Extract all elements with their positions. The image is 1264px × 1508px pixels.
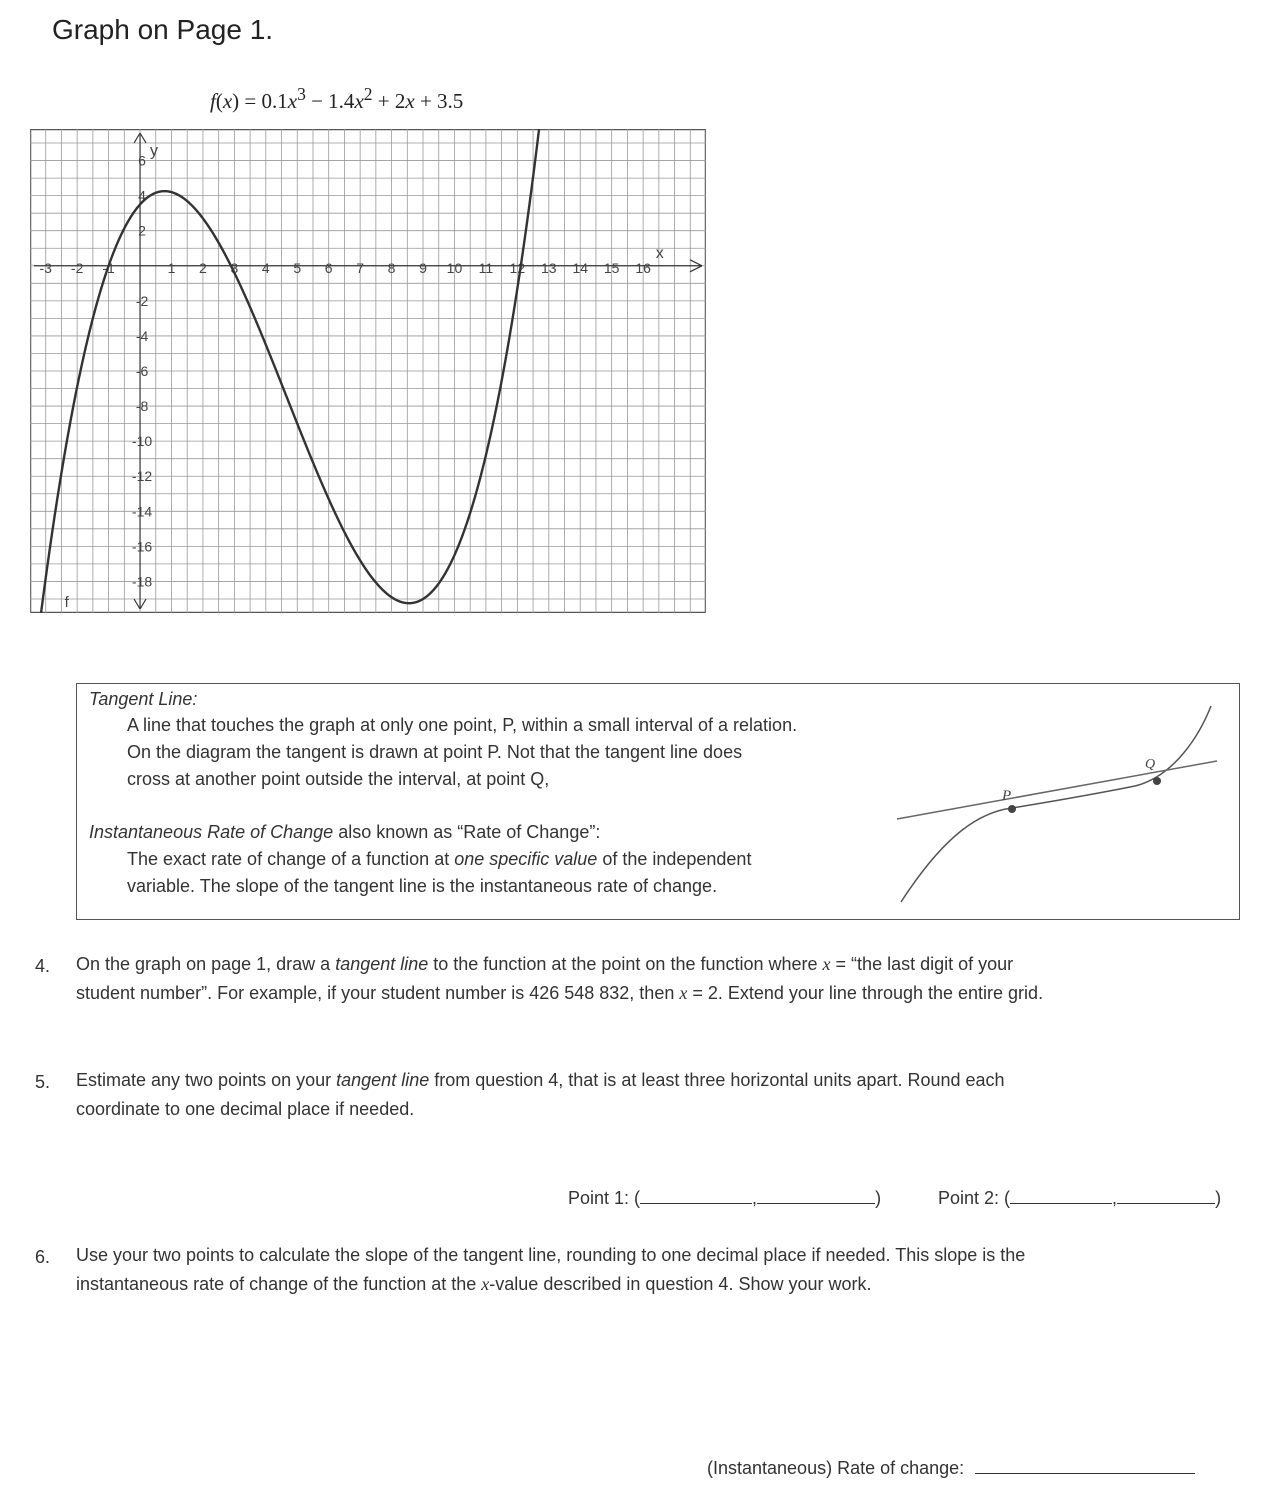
x-tick-label: 5	[293, 259, 302, 276]
close-paren: )	[1215, 1188, 1222, 1208]
y-tick-label: 2	[138, 222, 146, 239]
x-tick-label: -3	[39, 259, 52, 276]
function-graph[interactable]	[30, 129, 706, 613]
fn-part: + 2	[372, 89, 406, 113]
y-tick-label: -8	[135, 398, 149, 415]
x-tick-label: 4	[261, 259, 270, 276]
y-tick-label: -10	[131, 433, 153, 450]
page-heading: Graph on Page 1.	[52, 14, 274, 45]
label-p: P	[1002, 788, 1012, 804]
point-q-marker	[1153, 777, 1161, 785]
x-tick-label: 2	[199, 259, 207, 276]
fn-var: x	[222, 89, 233, 113]
point2-answer[interactable]	[938, 1188, 1221, 1209]
y-tick-label: -14	[131, 503, 153, 520]
x-tick-label: 10	[446, 259, 463, 276]
x-tick-label: -2	[70, 259, 84, 276]
x-tick-label: 6	[324, 259, 333, 276]
tangent-diagram	[895, 694, 1225, 909]
tangent-def-line1: A line that touches the graph at only one point, P, within a small interval of a relation.	[127, 715, 798, 735]
rate-label: (Instantaneous) Rate of change:	[707, 1458, 965, 1478]
irc-def-line1: The exact rate of change of a function at one specific value of the independent	[127, 849, 752, 869]
x-tick-label: 12	[509, 259, 526, 276]
y-tick-label: -12	[131, 468, 153, 485]
y-tick-label: 6	[138, 152, 146, 169]
fn-var: x	[287, 89, 298, 113]
fn-exp: 2	[363, 84, 373, 104]
label-q: Q	[1145, 757, 1156, 772]
question-4: On the graph on page 1, draw a tangent line to the function at the point on the function where x = “the last digit of your student number”. For example, if your student number is 426 548 832, then x = 2. Extend your line through the entire grid.	[76, 954, 1044, 1003]
point1-answer[interactable]	[568, 1188, 881, 1209]
point2-label: Point 2: (	[938, 1188, 1011, 1208]
y-tick-label: -6	[135, 363, 149, 379]
fn-var: x	[354, 89, 364, 113]
comma: ,	[752, 1188, 758, 1208]
comma: ,	[1112, 1188, 1118, 1208]
y-tick-label: -4	[135, 327, 149, 344]
close-paren: )	[875, 1188, 882, 1208]
x-tick-label: 14	[572, 259, 589, 276]
x-tick-label: 3	[230, 259, 239, 276]
irc-def-line2: variable. The slope of the tangent line is the instantaneous rate of change.	[127, 876, 718, 896]
fn-part: − 1.4	[305, 89, 355, 113]
fn-part: = 0.1	[244, 89, 288, 113]
x-tick-label: 8	[387, 259, 396, 276]
definition-box	[76, 683, 1240, 920]
fn-var: x	[405, 89, 415, 113]
rate-blank[interactable]	[975, 1459, 1195, 1474]
point-p-marker	[1008, 805, 1016, 813]
point1-y-blank[interactable]	[757, 1189, 875, 1204]
y-tick-label: 4	[138, 187, 146, 204]
q5-number: 5.	[35, 1072, 51, 1092]
x-tick-label: 9	[419, 259, 427, 276]
y-tick-label: -2	[135, 292, 149, 309]
x-tick-label: 13	[541, 259, 557, 276]
x-tick-label: 7	[356, 259, 365, 276]
fn-exp: 3	[297, 84, 306, 104]
tangent-def-line3: cross at another point outside the interval, at point Q,	[127, 769, 550, 789]
point1-label: Point 1: (	[568, 1188, 641, 1208]
tangent-title: Tangent Line:	[89, 689, 198, 709]
tangent-def-line2: On the diagram the tangent is drawn at point P. Not that the tangent line does	[127, 742, 743, 762]
function-equation: $f(x) = 0.1x^3 - 1.4x^2 + 2x + 3.5$	[210, 84, 464, 113]
q4-number: 4.	[35, 956, 51, 976]
point2-y-blank[interactable]	[1117, 1189, 1215, 1204]
x-axis-label: x	[655, 244, 664, 262]
x-tick-label: -1	[102, 259, 115, 276]
curve-label: f	[64, 594, 69, 611]
fn-part: + 3.5	[414, 89, 464, 113]
diagram-tangent-line	[897, 761, 1217, 819]
point2-x-blank[interactable]	[1010, 1189, 1112, 1204]
irc-title: Instantaneous Rate of Change also known as “Rate of Change”:	[89, 822, 601, 842]
y-tick-label: -16	[131, 538, 153, 555]
question-5: Estimate any two points on your tangent line from question 4, that is at least three horizontal units apart. Round each coordinate to one decimal place if needed.	[76, 1070, 1005, 1119]
q6-number: 6.	[35, 1247, 51, 1267]
rate-of-change-answer[interactable]	[707, 1458, 1195, 1479]
x-tick-label: 11	[478, 259, 494, 276]
x-tick-label: 15	[603, 259, 620, 276]
diagram-curve	[901, 706, 1211, 902]
x-tick-label: 1	[167, 259, 176, 276]
y-tick-label: -18	[131, 573, 153, 590]
point1-x-blank[interactable]	[640, 1189, 752, 1204]
x-tick-label: 16	[635, 259, 651, 276]
y-axis-label: y	[150, 142, 159, 160]
fn-name: f	[210, 89, 216, 113]
question-6: Use your two points to calculate the slope of the tangent line, rounding to one decimal place if needed. This slope is the instantaneous rate of change of the function at the x-value described in question 4. Show your work.	[76, 1245, 1026, 1294]
